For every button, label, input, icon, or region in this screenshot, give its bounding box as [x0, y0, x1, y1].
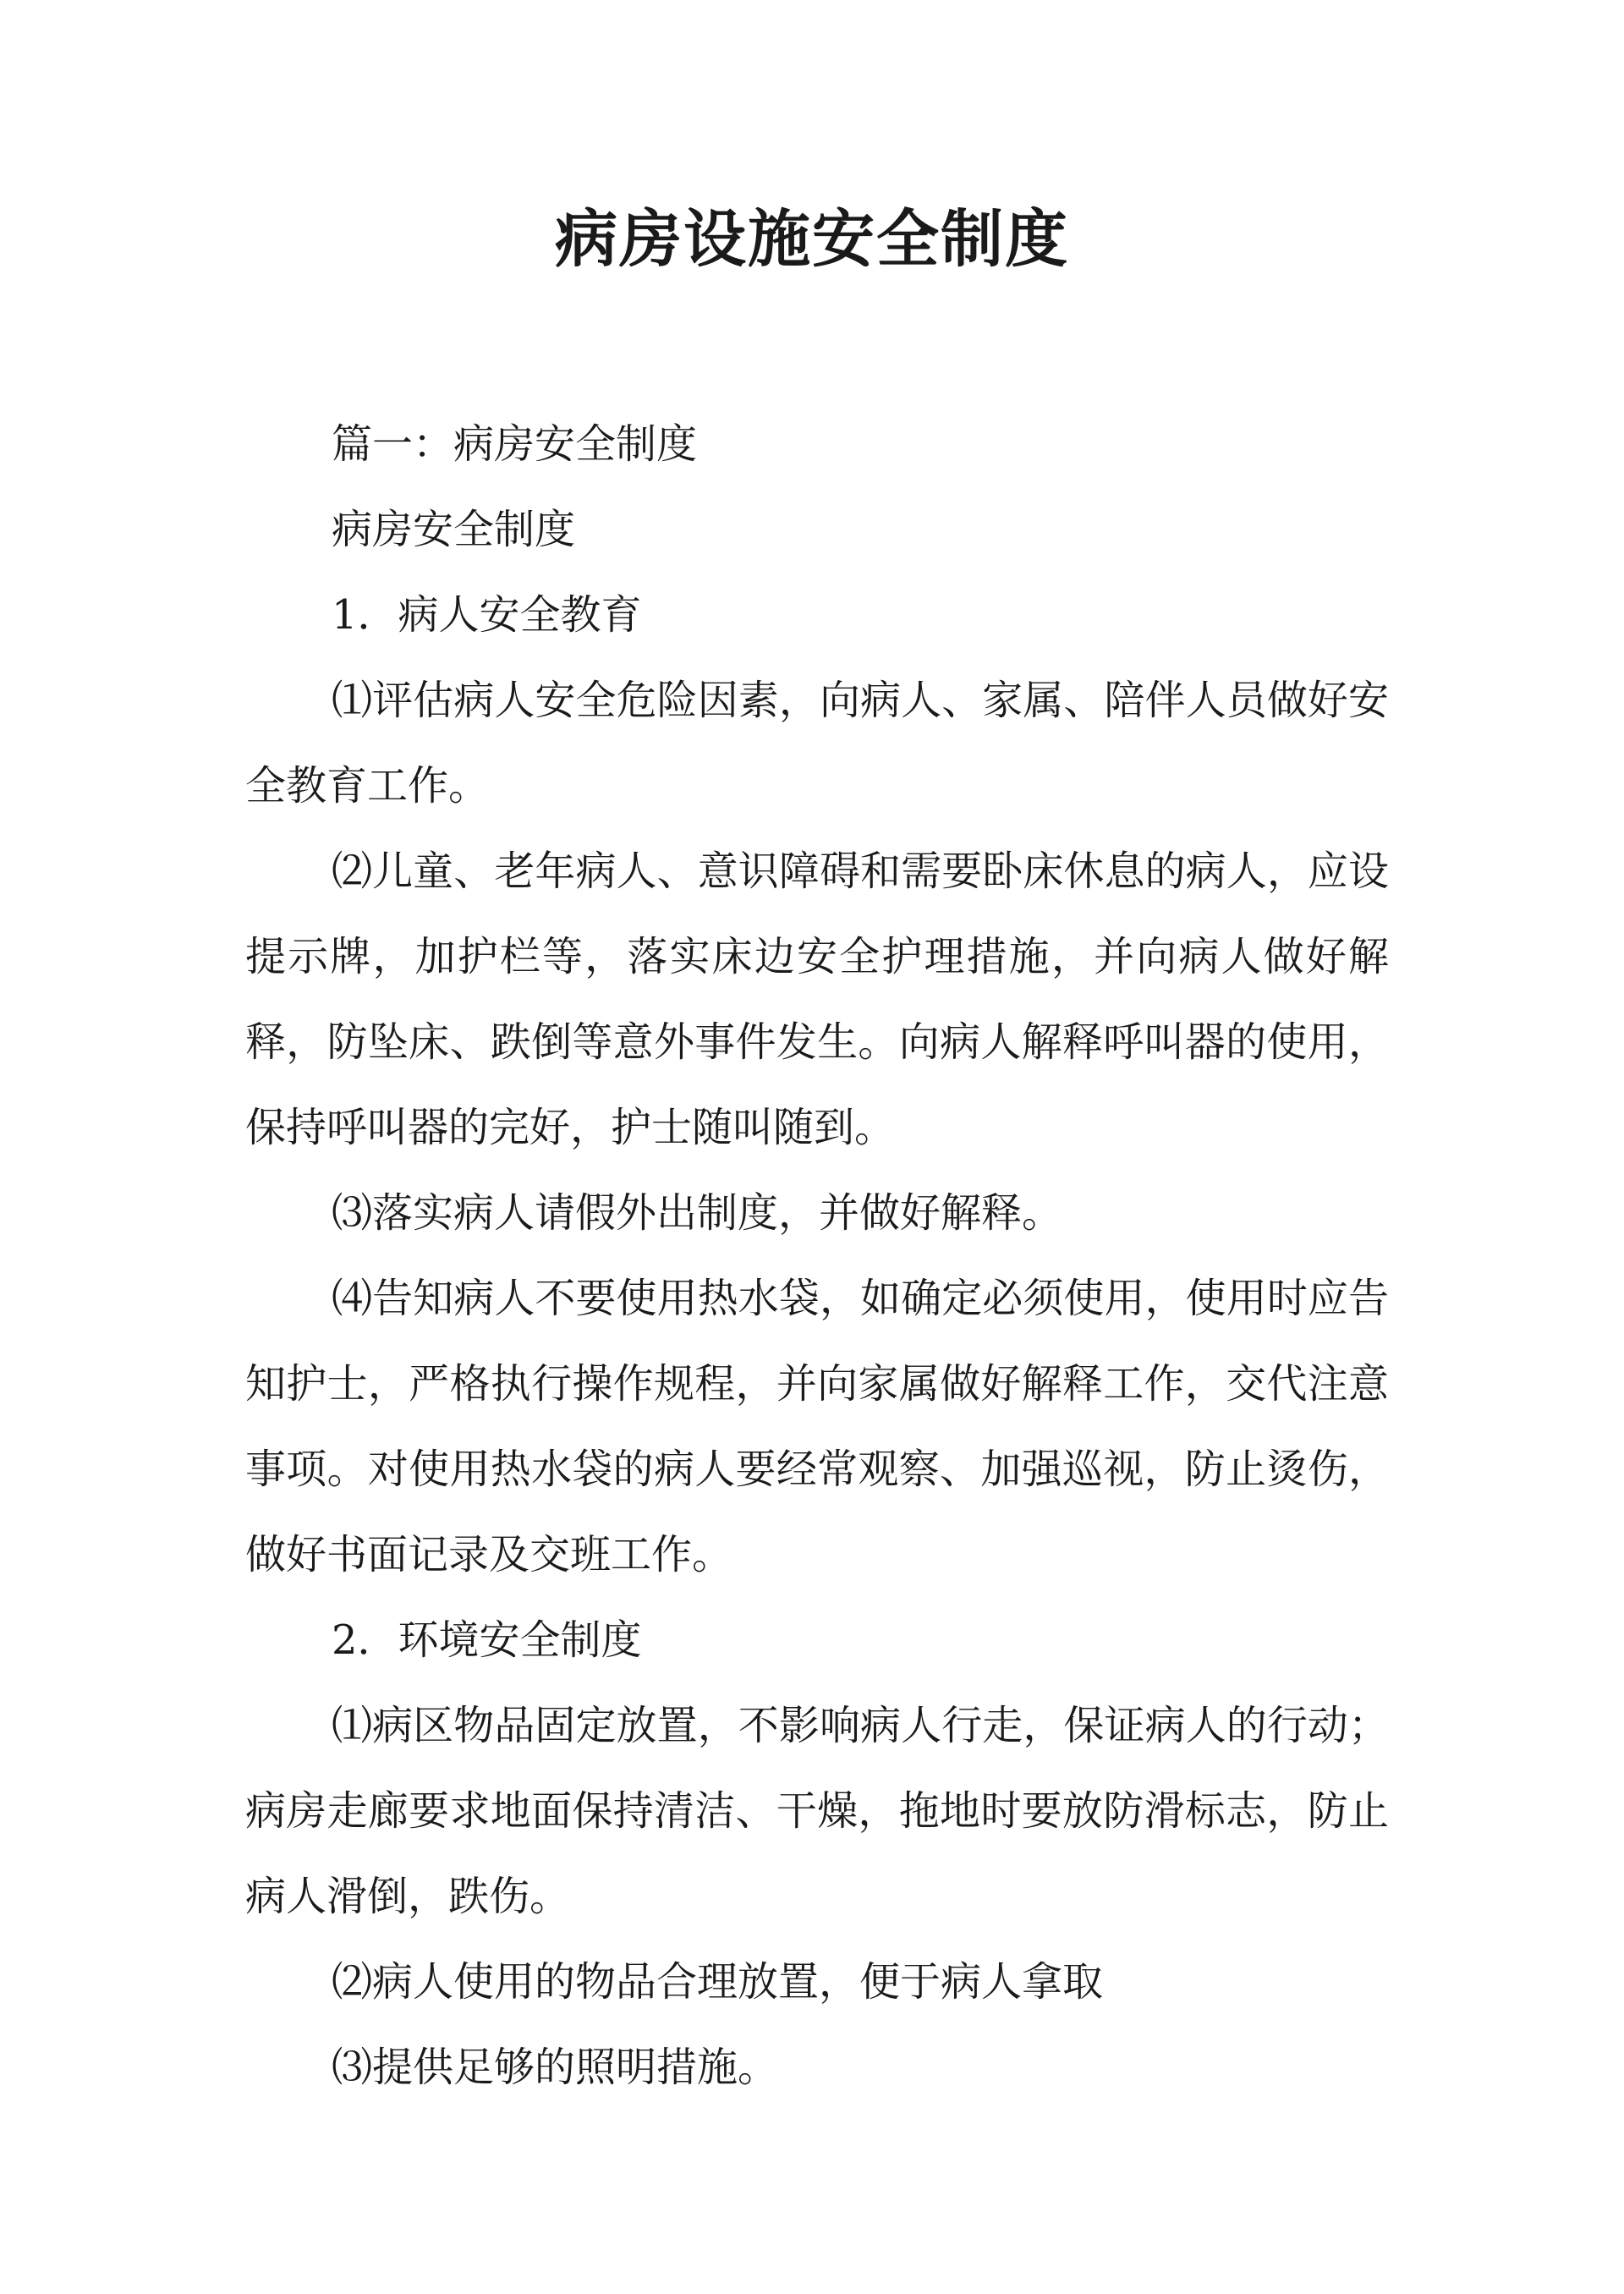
paragraph-section-heading: 篇一：病房安全制度 [332, 420, 698, 468]
paragraph-heading-patient-education: 1．病人安全教育 [332, 591, 642, 639]
paragraph-item: ⑶落实病人请假外出制度，并做好解释。 [332, 1189, 1063, 1237]
paragraph-item: ⑵儿童、老年病人、意识障碍和需要卧床休息的病人，应设提示牌，加护栏等，落实床边安全护理措施，并向病人做好解释，防坠床、跌倒等意外事件发生。向病人解释呼叫器的使用，保持呼叫器的完好，护士随叫随到。 [245, 848, 1389, 1151]
paragraph-item: ⑵病人使用的物品合理放置，便于病人拿取 [332, 1958, 1104, 2006]
paragraph-heading-environment-safety: 2．环境安全制度 [332, 1616, 642, 1664]
document-title: 病房设施安全制度 [555, 203, 1069, 276]
paragraph-item: ⑴病区物品固定放置，不影响病人行走，保证病人的行动；病房走廊要求地面保持清洁、干燥，拖地时要放防滑标志，防止病人滑倒，跌伤。 [245, 1702, 1389, 1920]
paragraph-item: ⑶提供足够的照明措施。 [332, 2044, 779, 2091]
paragraph-item: ⑴评估病人安全危险因素，向病人、家属、陪伴人员做好安全教育工作。 [245, 677, 1389, 809]
paragraph-item: ⑷告知病人不要使用热水袋，如确定必须使用，使用时应告知护士，严格执行操作规程，并向家属做好解释工作，交代注意事项。对使用热水袋的病人要经常观察、加强巡视，防止烫伤，做好书面记录及交班工作。 [245, 1275, 1389, 1578]
paragraph-subtitle: 病房安全制度 [332, 506, 576, 553]
document-body [245, 402, 1389, 2110]
